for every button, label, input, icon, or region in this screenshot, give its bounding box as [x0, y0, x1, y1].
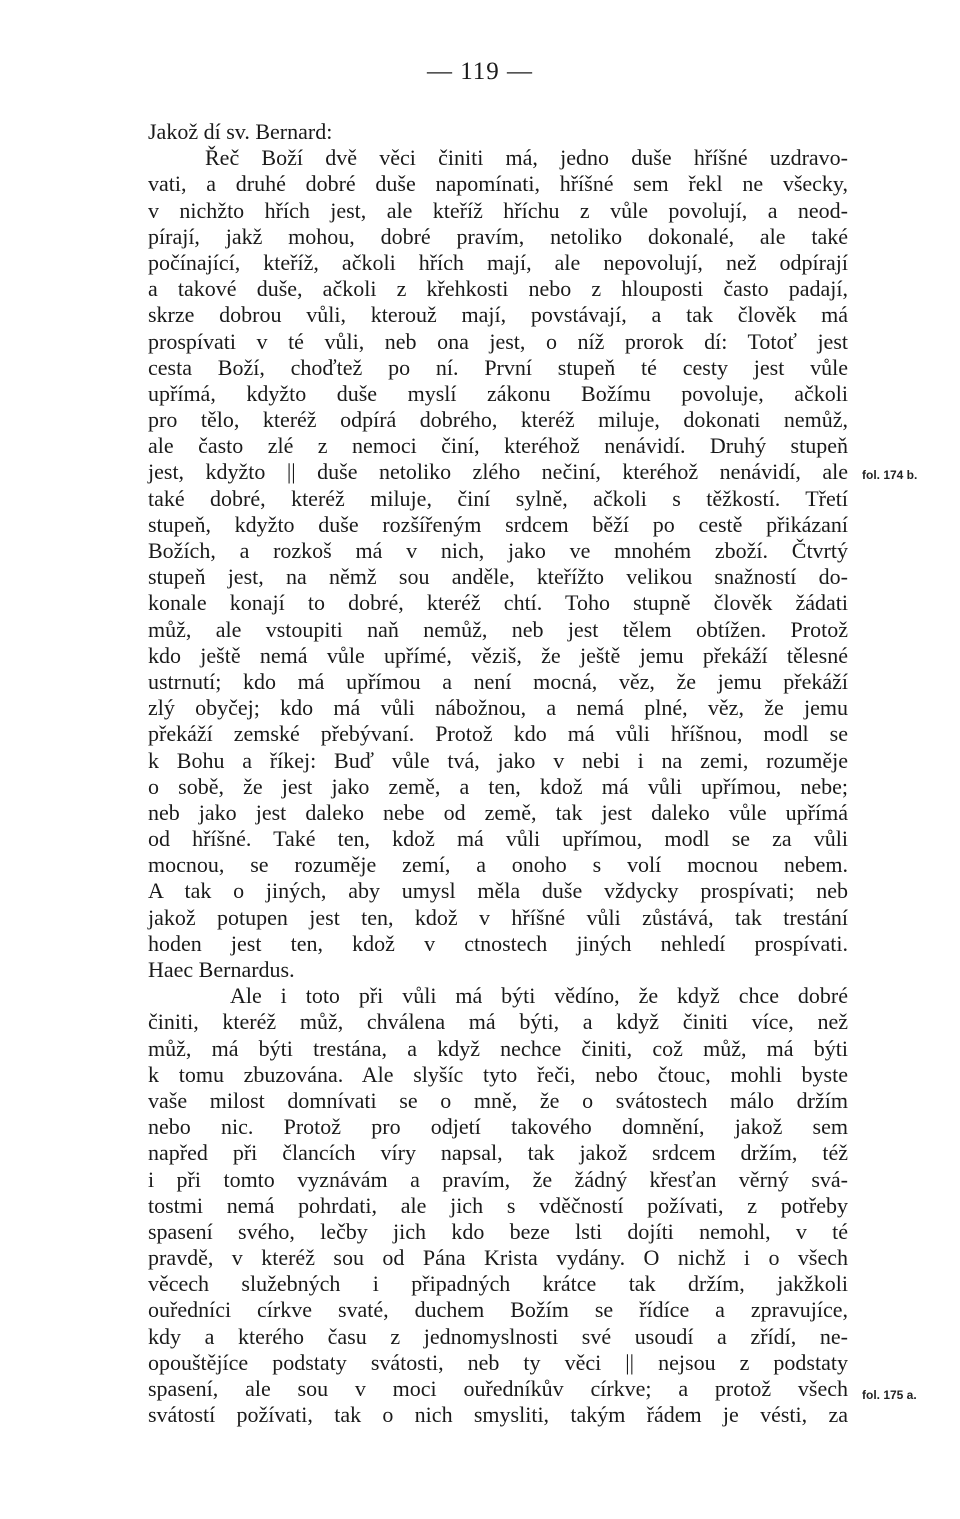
text-line: hoden jest ten, kdož v ctnostech jiných nehledí prospívati.	[148, 930, 848, 956]
text-line: počínající, kteříž, ačkoli hřích mají, ale nepovolují, než odpírají	[148, 249, 848, 275]
text-line: vaše milost domnívati se o mně, že o svátostech málo držím	[148, 1087, 848, 1113]
text-line: k tomu zbuzována. Ale slyšíc tyto řeči, nebo čtouc, mohli byste	[148, 1061, 848, 1087]
text-line: a takové duše, ačkoli z křehkosti nebo z hlouposti často padají,	[148, 276, 848, 302]
text-line: zlý obyčej; kdo má vůli nábožnou, a nemá plné, věz, že jemu	[148, 695, 848, 721]
text-line: můž, má býti trestána, a když nechce činiti, což můž, má býti	[148, 1035, 848, 1061]
text-line: ouředníci církve svaté, duchem Božím se řídíce a zpravujíce,	[148, 1297, 848, 1323]
text-line: konale konají to dobré, kteréž chtí. Toho stupně člověk žádati	[148, 590, 848, 616]
text-line: činiti, kteréž můž, chválena má býti, a když činiti více, než	[148, 1009, 848, 1035]
text-line: cesta Boží, choďtež po ní. První stupeň té cesty jest vůle	[148, 354, 848, 380]
text-line: pírají, jakž mohou, dobré pravím, netoliko dokonalé, ale také	[148, 223, 848, 249]
margin-note-folio: fol. 175 a.	[862, 1388, 917, 1402]
text-line: stupeň, kdyžto duše rozšířeným srdcem běží po cestě přikázaní	[148, 511, 848, 537]
text-line: tostmi nemá pohrdati, ale jich s vděčností požívati, z potřeby	[148, 1192, 848, 1218]
text-line: spasení, ale sou v moci ouředníkův církve; a protož všech	[148, 1376, 848, 1401]
text-line: věcech služebných i připadných krátce tak držím, jakžkoli	[148, 1271, 848, 1297]
text-line: pro tělo, kteréž odpírá dobrého, kteréž miluje, dokonati nemůž,	[148, 407, 848, 433]
text-line: také dobré, kteréž miluje, činí sylně, ačkoli s těžkostí. Třetí	[148, 485, 848, 511]
text-line: od hříšné. Také ten, kdož má vůli upřímou, modl se za vůli	[148, 826, 848, 852]
text-line: Jakož dí sv. Bernard:	[148, 119, 333, 144]
text-line: upřímá, kdyžto duše myslí zákonu Božímu povoluje, ačkoli	[148, 380, 848, 406]
text-line: k Bohu a říkej: Buď vůle tvá, jako v nebi i na zemi, rozuměje	[148, 747, 848, 773]
text-line: napřed při člancích víry napsal, tak jakož srdcem držím, též	[148, 1140, 848, 1166]
text-line: Haec Bernardus.	[148, 957, 295, 982]
body-text	[148, 119, 848, 1428]
text-line: ustrnutí; kdo má upřímou a není mocná, věz, že jemu překáží	[148, 668, 848, 694]
text-line: vati, a druhé dobré duše napomínati, hříšné sem řekl ne všecky,	[148, 171, 848, 197]
text-line: jakož potupen jest ten, kdož v hříšné vůli zůstává, tak trestání	[148, 904, 848, 930]
text-line: prospívati v té vůli, neb ona jest, o níž prorok dí: Totoť jest	[148, 328, 848, 354]
text-line: o sobě, že jest jako země, a ten, kdož má vůli upřímou, nebe;	[148, 773, 848, 799]
text-line: ale často zlé z nemoci činí, kteréhož nenávidí. Druhý stupeň	[148, 433, 848, 459]
text-line: jest, kdyžto || duše netoliko zlého nečiní, kteréhož nenávidí, ale	[148, 459, 848, 485]
text-line: A tak o jiných, aby umysl měla duše vždycky prospívati; neb	[148, 878, 848, 904]
margin-note-folio: fol. 174 b.	[862, 468, 918, 482]
text-line: kdy a kterého času z jednomyslnosti své usoudí a zřídí, ne-	[148, 1323, 848, 1349]
text-line: svátostí požívati, tak o nich smysliti, takým řádem je vésti, za	[148, 1402, 848, 1428]
text-line: můž, ale vstoupiti naň nemůž, neb jest tělem obtížen. Protož	[148, 616, 848, 642]
text-line: Ale i toto při vůli má býti vědíno, že když chce dobré	[230, 983, 848, 1009]
text-line: skrze dobrou vůli, kterouž mají, povstávají, a tak člověk má	[148, 302, 848, 328]
text-line: překáží zemské přebývaní. Protož kdo má vůli hříšnou, modl se	[148, 721, 848, 747]
text-line: mocnou, se rozuměje zemí, a onoho s volí mocnou nebem.	[148, 852, 848, 878]
text-line: Řeč Boží dvě věci činiti má, jedno duše hříšné uzdravo-	[205, 145, 848, 171]
text-line: spasení svého, lečby jich kdo beze lsti dojíti nemohl, v té	[148, 1218, 848, 1244]
text-line: i při tomto vyznávám a pravím, že žádný křesťan věrný svá-	[148, 1166, 848, 1192]
text-line: opouštějíce podstaty svátosti, neb ty věci || nejsou z podstaty	[148, 1349, 848, 1375]
text-line: kdo ještě nemá vůle upřímé, věziš, že ještě jemu překáží tělesné	[148, 642, 848, 668]
text-line: neb jako jest daleko nebe od země, tak jest daleko vůle upřímá	[148, 799, 848, 825]
text-line: stupeň jest, na němž sou anděle, kteřížto velikou snažností do-	[148, 564, 848, 590]
text-line: pravdě, v kteréž sou od Pána Krista vydány. O nichž i o všech	[148, 1245, 848, 1271]
text-line: v nichžto hřích jest, ale kteříž hříchu z vůle povolují, a neod-	[148, 197, 848, 223]
text-line: nebo nic. Protož pro odjetí takového domnění, jakož sem	[148, 1114, 848, 1140]
text-line: Božích, a rozkoš má v nich, jako ve mnohém zboží. Čtvrtý	[148, 538, 848, 563]
page-number: — 119 —	[426, 58, 534, 85]
